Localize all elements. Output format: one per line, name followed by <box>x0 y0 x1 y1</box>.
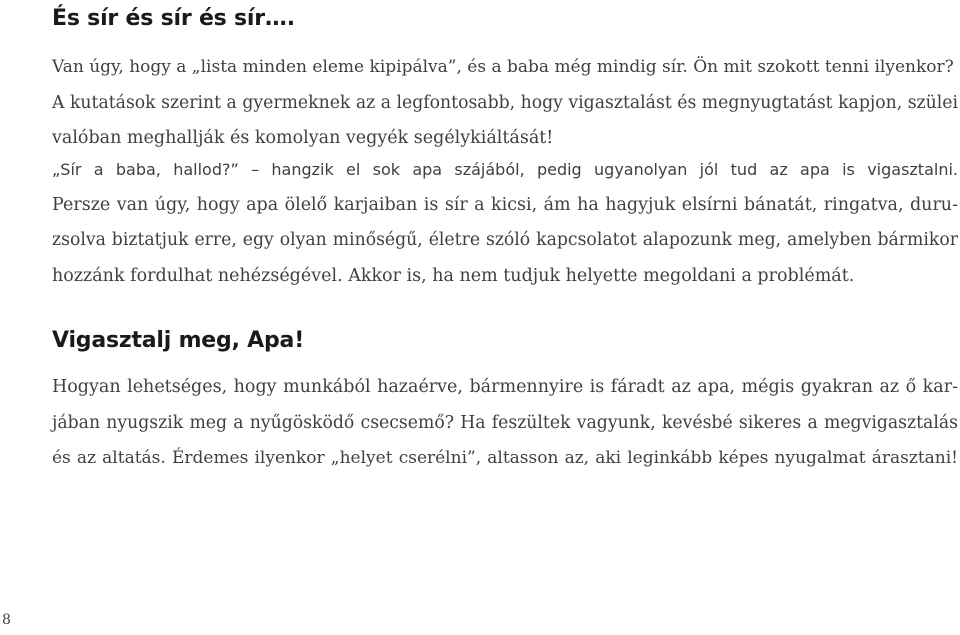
paragraph-1-line: A kutatások szerint a gyermeknek az a legfontosabb, hogy vigasztalást és megnyugtatást kapjon, szülei <box>52 92 958 113</box>
page-number: 8 <box>2 612 11 628</box>
paragraph-3-line: Hogyan lehetséges, hogy munkából hazaérve, bármennyire is fáradt az apa, mégis gyakran az ő kar- <box>52 377 958 397</box>
paragraph-2-line: Persze van úgy, hogy apa ölelő karjaiban is sír a kicsi, ám ha hagyjuk elsírni bánatát, ringatva, duru- <box>52 194 958 215</box>
quote-text: „Sír a baba, hallod?” <box>52 160 239 179</box>
quote-continuation: – hangzik el sok apa szájából, pedig ugyanolyan jól tud az apa is vigasztalni. <box>238 160 959 179</box>
paragraph-2 <box>52 152 958 294</box>
paragraph-2-first-line <box>52 152 958 188</box>
paragraph-2-line: hozzánk fordulhat nehézségével. Akkor is, ha nem tudjuk helyette megoldani a problémát. <box>52 265 855 286</box>
paragraph-2-line: zsolva biztatjuk erre, egy olyan minőségű, életre szóló kapcsolatot alapozunk meg, amelyben bármikor <box>52 230 958 250</box>
paragraph-3-line: jában nyugszik meg a nyűgösködő csecsemő? Ha feszültek vagyunk, kevésbé sikeres a megvigasztalás <box>52 412 958 433</box>
paragraph-3-line: és az altatás. Érdemes ilyenkor „helyet cserélni”, altasson az, aki leginkább képes nyugalmat árasztani! <box>52 448 958 468</box>
main-heading: És sír és sír és sír…. <box>52 6 295 31</box>
paragraph-1 <box>52 50 958 157</box>
paragraph-1-line: valóban meghallják és komolyan vegyék segélykiáltását! <box>52 128 554 148</box>
paragraph-3 <box>52 370 958 477</box>
sub-heading: Vigasztalj meg, Apa! <box>52 328 305 353</box>
paragraph-1-line: Van úgy, hogy a „lista minden eleme kipipálva”, és a baba még mindig sír. Ön mit szokott tenni ilyenkor? <box>52 57 954 77</box>
